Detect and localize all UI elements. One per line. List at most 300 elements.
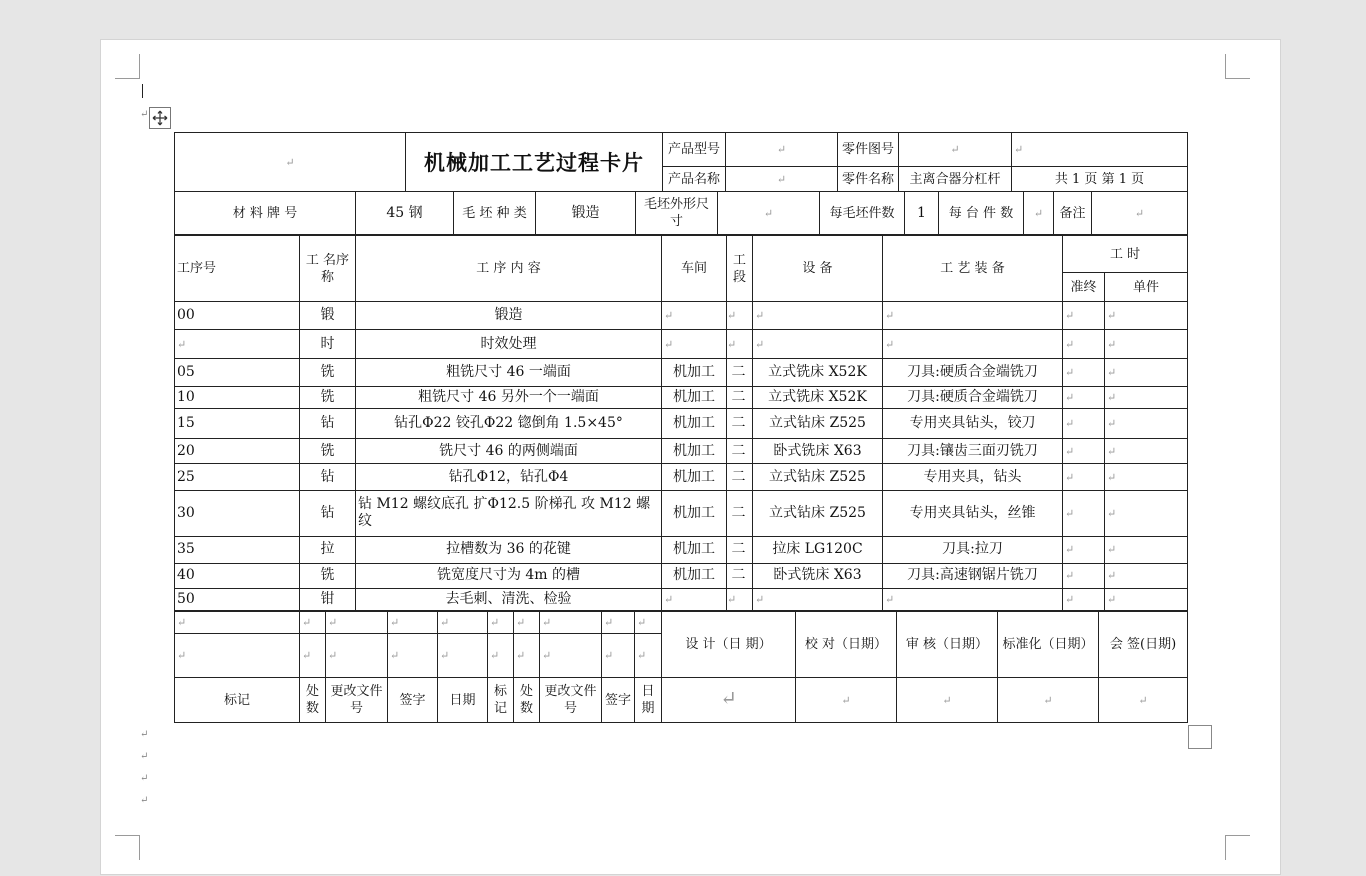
change-doc-label: 更改文件号 xyxy=(326,678,388,723)
op-section-text: ↵ xyxy=(727,337,737,351)
op-equipment[interactable] xyxy=(753,439,883,464)
blank-size-field[interactable]: ↵ xyxy=(718,192,820,235)
op-unit-time[interactable] xyxy=(1105,386,1188,408)
paragraph-mark: ↵ xyxy=(140,795,149,806)
paragraph-mark: ↵ xyxy=(1107,416,1117,430)
paragraph-mark: ↵ xyxy=(1107,506,1117,520)
paragraph-mark: ↵ xyxy=(1065,569,1075,583)
per-unit-label: 每 台 件 数 xyxy=(939,192,1024,235)
op-section-text: 二 xyxy=(731,363,746,380)
op-seq-name[interactable] xyxy=(300,302,356,330)
change-cell[interactable]: ↵ xyxy=(438,612,488,634)
op-tooling[interactable] xyxy=(883,330,1063,358)
paragraph-mark: ↵ xyxy=(1107,470,1117,484)
change-cell[interactable]: ↵ xyxy=(488,612,514,634)
standardize-date-label: 标准化（日期） xyxy=(998,612,1099,678)
material-value[interactable]: 45 钢 xyxy=(356,192,454,235)
col-seq-name: 工 名序 称 xyxy=(300,236,356,302)
per-unit-field[interactable]: ↵ xyxy=(1024,192,1054,235)
op-prep-time[interactable] xyxy=(1063,439,1105,464)
change-cell[interactable]: ↵ xyxy=(488,634,514,678)
op-seq-name[interactable] xyxy=(300,536,356,563)
op-section-text: 二 xyxy=(731,442,746,459)
op-unit-time[interactable] xyxy=(1105,588,1188,610)
op-seq-no[interactable] xyxy=(175,464,300,491)
paragraph-mark: ↵ xyxy=(1065,309,1075,323)
op-section-text: 二 xyxy=(731,414,746,431)
op-content[interactable] xyxy=(356,439,662,464)
paragraph-mark: ↵ xyxy=(1065,592,1075,606)
op-tooling-text: 刀具:拉刀 xyxy=(942,541,1003,558)
operation-row xyxy=(175,386,1188,408)
op-tooling[interactable] xyxy=(883,588,1063,610)
op-equipment-text: 立式钻床 Z525 xyxy=(769,504,866,521)
op-tooling[interactable] xyxy=(883,464,1063,491)
op-seq-no[interactable] xyxy=(175,386,300,408)
op-section[interactable] xyxy=(727,464,753,491)
material-table xyxy=(174,191,1188,235)
op-content-text: 铣尺寸 46 的两侧端面 xyxy=(439,442,578,459)
op-content-text: 锻造 xyxy=(494,307,523,324)
change-cell[interactable]: ↵ xyxy=(540,634,602,678)
op-workshop-text: 机加工 xyxy=(673,363,715,380)
op-seq-name-text: 钳 xyxy=(320,590,335,607)
op-section[interactable] xyxy=(727,536,753,563)
op-tooling-text: 刀具:镶齿三面刃铣刀 xyxy=(907,442,1038,459)
design-date-label: 设 计（日 期） xyxy=(662,612,796,678)
op-content-text: 粗铣尺寸 46 一端面 xyxy=(446,363,571,380)
op-equipment[interactable] xyxy=(753,536,883,563)
operation-row xyxy=(175,330,1188,358)
op-seq-no-text: 05 xyxy=(177,363,195,380)
op-workshop[interactable] xyxy=(662,563,727,588)
change-cell[interactable]: ↵ xyxy=(514,612,540,634)
op-equipment[interactable] xyxy=(753,330,883,358)
part-name-label: 零件名称 xyxy=(838,167,899,192)
op-tooling-text: ↵ xyxy=(885,592,895,606)
page-total-suffix: 页 xyxy=(1084,171,1098,187)
paragraph-mark: ↵ xyxy=(1107,592,1117,606)
op-seq-no-text: 50 xyxy=(177,590,195,607)
paragraph-mark: ↵ xyxy=(1065,390,1075,404)
operation-row xyxy=(175,439,1188,464)
crop-mark-top-left xyxy=(115,54,140,79)
op-seq-no[interactable] xyxy=(175,536,300,563)
signature-label: 签字 xyxy=(602,678,635,723)
op-prep-time[interactable] xyxy=(1063,563,1105,588)
op-equipment[interactable] xyxy=(753,563,883,588)
per-blank-value[interactable]: 1 xyxy=(905,192,939,235)
op-prep-time[interactable] xyxy=(1063,330,1105,358)
op-tooling[interactable] xyxy=(883,563,1063,588)
op-tooling-text: 专用夹具钻头，铰刀 xyxy=(909,414,1036,431)
op-seq-name-text: 时 xyxy=(320,335,335,352)
remarks-field[interactable]: ↵ xyxy=(1092,192,1188,235)
places-label: 处数 xyxy=(300,678,326,723)
op-section[interactable] xyxy=(727,408,753,438)
op-workshop-text: 机加工 xyxy=(673,541,715,558)
paragraph-mark: ↵ xyxy=(1107,337,1117,351)
product-model-label: 产品型号 xyxy=(663,133,726,167)
op-workshop[interactable] xyxy=(662,302,727,330)
op-section-text: 二 xyxy=(731,541,746,558)
paragraph-mark: ↵ xyxy=(1065,365,1075,379)
change-cell[interactable]: ↵ xyxy=(602,612,635,634)
op-content[interactable] xyxy=(356,302,662,330)
change-cell[interactable]: ↵ xyxy=(175,612,300,634)
card-title: 机械加工工艺过程卡片 xyxy=(406,133,663,192)
op-workshop-text: ↵ xyxy=(664,592,674,606)
op-seq-name-text: 钻 xyxy=(320,504,335,521)
change-cell[interactable]: ↵ xyxy=(326,612,388,634)
col-equipment: 设 备 xyxy=(753,236,883,302)
text-cursor xyxy=(142,84,143,98)
op-seq-name[interactable] xyxy=(300,358,356,386)
header-blank-field[interactable]: ↵ xyxy=(1012,133,1188,167)
operation-row xyxy=(175,491,1188,536)
op-tooling[interactable] xyxy=(883,358,1063,386)
paragraph-mark: ↵ xyxy=(1065,444,1075,458)
paragraph-mark: ↵ xyxy=(1107,444,1117,458)
change-cell[interactable]: ↵ xyxy=(540,612,602,634)
material-label: 材 料 牌 号 xyxy=(175,192,356,235)
page-num-suffix: 页 xyxy=(1131,171,1145,187)
op-tooling-text: 刀具:硬质合金端铣刀 xyxy=(907,363,1038,380)
op-workshop-text: ↵ xyxy=(664,309,674,323)
op-section[interactable] xyxy=(727,439,753,464)
op-section[interactable] xyxy=(727,358,753,386)
op-content[interactable] xyxy=(356,588,662,610)
page-num-prefix: 第 xyxy=(1101,171,1115,187)
op-content[interactable] xyxy=(356,563,662,588)
part-name-value[interactable]: 主离合器分杠杆 xyxy=(899,167,1012,192)
op-equipment[interactable] xyxy=(753,491,883,536)
change-cell[interactable]: ↵ xyxy=(388,612,438,634)
op-tooling[interactable] xyxy=(883,491,1063,536)
op-seq-no-text: 00 xyxy=(177,307,195,324)
op-unit-time[interactable] xyxy=(1105,464,1188,491)
op-equipment-text: 卧式铣床 X63 xyxy=(773,567,862,584)
op-tooling[interactable] xyxy=(883,302,1063,330)
table-resize-handle[interactable] xyxy=(1188,725,1212,749)
op-workshop-text: 机加工 xyxy=(673,414,715,431)
op-workshop[interactable] xyxy=(662,588,727,610)
op-equipment[interactable] xyxy=(753,464,883,491)
paragraph-mark: ↵ xyxy=(1065,543,1075,557)
op-seq-name-text: 铣 xyxy=(320,567,335,584)
op-unit-time[interactable] xyxy=(1105,536,1188,563)
change-doc-label: 更改文件号 xyxy=(540,678,602,723)
change-cell[interactable]: ↵ xyxy=(388,634,438,678)
op-section[interactable] xyxy=(727,302,753,330)
date-label: 日期 xyxy=(438,678,488,723)
op-workshop[interactable] xyxy=(662,536,727,563)
change-cell[interactable]: ↵ xyxy=(300,612,326,634)
op-seq-name[interactable] xyxy=(300,563,356,588)
op-content-text: 拉槽数为 36 的花键 xyxy=(446,541,571,558)
standardize-sign-field[interactable]: ↵ xyxy=(998,678,1099,723)
paragraph-mark: ↵ xyxy=(1107,365,1117,379)
paragraph-mark: ↵ xyxy=(1065,416,1075,430)
op-section[interactable] xyxy=(727,563,753,588)
change-cell[interactable]: ↵ xyxy=(602,634,635,678)
op-seq-name-text: 铣 xyxy=(320,363,335,380)
op-equipment[interactable] xyxy=(753,386,883,408)
op-prep-time[interactable] xyxy=(1063,302,1105,330)
paragraph-mark: ↵ xyxy=(1065,470,1075,484)
col-prep: 准终 xyxy=(1063,273,1105,302)
per-blank-label: 每毛坯件数 xyxy=(820,192,905,235)
product-name-field[interactable]: ↵ xyxy=(726,167,838,192)
op-prep-time[interactable] xyxy=(1063,464,1105,491)
op-unit-time[interactable] xyxy=(1105,439,1188,464)
blank-type-value[interactable]: 锻造 xyxy=(536,192,636,235)
page-num[interactable]: 1 xyxy=(1118,171,1127,187)
op-equipment[interactable] xyxy=(753,408,883,438)
op-workshop-text: 机加工 xyxy=(673,504,715,521)
op-unit-time[interactable] xyxy=(1105,563,1188,588)
op-seq-no[interactable] xyxy=(175,302,300,330)
signature-label: 签字 xyxy=(388,678,438,723)
op-content[interactable] xyxy=(356,408,662,438)
op-seq-no[interactable] xyxy=(175,491,300,536)
op-seq-no[interactable] xyxy=(175,358,300,386)
op-content-text: 钻 M12 螺纹底孔 扩Φ12.5 阶梯孔 攻 M12 螺纹 xyxy=(358,496,651,530)
op-tooling-text: ↵ xyxy=(885,309,895,323)
op-seq-name[interactable] xyxy=(300,386,356,408)
paragraph-mark: ↵ xyxy=(1065,506,1075,520)
op-section-text: ↵ xyxy=(727,309,737,323)
part-drawing-field[interactable]: ↵ xyxy=(899,133,1012,167)
op-tooling[interactable] xyxy=(883,408,1063,438)
op-tooling[interactable] xyxy=(883,536,1063,563)
op-section-text: ↵ xyxy=(727,592,737,606)
op-section[interactable] xyxy=(727,386,753,408)
blank-type-label: 毛 坯 种 类 xyxy=(454,192,536,235)
op-tooling-text: 刀具:高速钢锯片铣刀 xyxy=(907,567,1038,584)
op-seq-no[interactable] xyxy=(175,563,300,588)
change-cell[interactable]: ↵ xyxy=(300,634,326,678)
op-unit-time[interactable] xyxy=(1105,491,1188,536)
page-total[interactable]: 1 xyxy=(1071,171,1081,187)
paragraph-mark: ↵ xyxy=(140,729,149,740)
op-content-text: 铣宽度尺寸为 4m 的槽 xyxy=(436,567,581,584)
op-seq-no-text: 25 xyxy=(177,468,195,485)
product-model-field[interactable]: ↵ xyxy=(726,133,838,167)
change-cell[interactable]: ↵ xyxy=(438,634,488,678)
review-sign-field[interactable]: ↵ xyxy=(897,678,998,723)
op-equipment-text: 拉床 LG120C xyxy=(772,541,863,558)
op-tooling-text: 刀具:硬质合金端铣刀 xyxy=(907,388,1038,405)
op-equipment[interactable] xyxy=(753,588,883,610)
crop-mark-bottom-left xyxy=(115,835,140,860)
operations-table xyxy=(174,235,1188,611)
op-prep-time[interactable] xyxy=(1063,386,1105,408)
change-cell[interactable]: ↵ xyxy=(635,612,662,634)
op-prep-time[interactable] xyxy=(1063,491,1105,536)
paragraph-mark: ↵ xyxy=(140,109,149,120)
blank-size-label: 毛坯外形尺寸 xyxy=(636,192,718,235)
op-seq-name-text: 拉 xyxy=(320,541,335,558)
paragraph-mark: ↵ xyxy=(140,773,149,784)
mark-label: 标记 xyxy=(175,678,300,723)
paragraph-mark: ↵ xyxy=(1065,337,1075,351)
op-workshop[interactable] xyxy=(662,439,727,464)
op-workshop[interactable] xyxy=(662,408,727,438)
op-seq-name[interactable] xyxy=(300,439,356,464)
op-equipment-text: 卧式铣床 X63 xyxy=(773,442,862,459)
op-seq-name[interactable] xyxy=(300,408,356,438)
countersign-sign-field[interactable]: ↵ xyxy=(1099,678,1188,723)
op-section-text: 二 xyxy=(731,504,746,521)
move-arrows-icon xyxy=(152,110,168,126)
op-unit-time[interactable] xyxy=(1105,408,1188,438)
op-prep-time[interactable] xyxy=(1063,588,1105,610)
op-workshop[interactable] xyxy=(662,330,727,358)
op-equipment-text: ↵ xyxy=(755,592,765,606)
op-section-text: 二 xyxy=(731,468,746,485)
op-prep-time[interactable] xyxy=(1063,536,1105,563)
op-seq-no-text: 30 xyxy=(177,504,195,521)
change-cell[interactable]: ↵ xyxy=(175,634,300,678)
op-tooling[interactable] xyxy=(883,386,1063,408)
product-name-label: 产品名称 xyxy=(663,167,726,192)
header-table xyxy=(174,132,1188,192)
operation-row xyxy=(175,464,1188,491)
op-tooling-text: 专用夹具，钻头 xyxy=(923,468,1022,485)
op-equipment[interactable] xyxy=(753,358,883,386)
col-content: 工 序 内 容 xyxy=(356,236,662,302)
op-content[interactable] xyxy=(356,464,662,491)
op-seq-name[interactable] xyxy=(300,464,356,491)
op-seq-name[interactable] xyxy=(300,491,356,536)
op-equipment-text: 立式钻床 Z525 xyxy=(769,414,866,431)
op-seq-name-text: 锻 xyxy=(320,307,335,324)
op-content-text: 钻孔Φ12，钻孔Φ4 xyxy=(448,468,569,485)
op-section-text: 二 xyxy=(731,567,746,584)
op-prep-time[interactable] xyxy=(1063,358,1105,386)
op-seq-no-text: 10 xyxy=(177,388,195,405)
op-section-text: 二 xyxy=(731,388,746,405)
col-workshop: 车间 xyxy=(662,236,727,302)
op-unit-time[interactable] xyxy=(1105,330,1188,358)
op-equipment-text: ↵ xyxy=(755,309,765,323)
op-equipment-text: ↵ xyxy=(755,337,765,351)
op-workshop[interactable] xyxy=(662,386,727,408)
op-content-text: 粗铣尺寸 46 另外一个一端面 xyxy=(418,388,599,405)
op-seq-no[interactable] xyxy=(175,330,300,358)
countersign-date-label: 会 签(日期) xyxy=(1099,612,1188,678)
op-workshop-text: 机加工 xyxy=(673,468,715,485)
op-tooling-text: 专用夹具钻头，丝锥 xyxy=(909,504,1036,521)
op-workshop-text: 机加工 xyxy=(673,567,715,584)
op-seq-no[interactable] xyxy=(175,588,300,610)
op-content-text: 去毛刺、清洗、检验 xyxy=(445,590,572,607)
op-workshop-text: ↵ xyxy=(664,337,674,351)
op-seq-name[interactable] xyxy=(300,330,356,358)
mark-label: 标记 xyxy=(488,678,514,723)
operation-row xyxy=(175,588,1188,610)
part-drawing-label: 零件图号 xyxy=(838,133,899,167)
op-seq-name[interactable] xyxy=(300,588,356,610)
col-hours: 工 时 xyxy=(1063,236,1188,273)
op-seq-name-text: 铣 xyxy=(320,388,335,405)
col-tooling: 工 艺 装 备 xyxy=(883,236,1063,302)
op-seq-name-text: 钻 xyxy=(320,414,335,431)
operation-row xyxy=(175,302,1188,330)
change-cell[interactable]: ↵ xyxy=(635,634,662,678)
op-tooling[interactable] xyxy=(883,439,1063,464)
footer-table xyxy=(174,611,1188,723)
op-unit-time[interactable] xyxy=(1105,358,1188,386)
op-seq-no[interactable] xyxy=(175,408,300,438)
op-workshop[interactable] xyxy=(662,491,727,536)
op-workshop[interactable] xyxy=(662,464,727,491)
op-equipment-text: 立式铣床 X52K xyxy=(768,363,867,380)
op-workshop-text: 机加工 xyxy=(673,388,715,405)
op-content[interactable] xyxy=(356,491,662,536)
op-seq-name-text: 铣 xyxy=(320,442,335,459)
operation-rows xyxy=(175,302,1188,611)
page-counter xyxy=(1012,167,1188,192)
paragraph-mark: ↵ xyxy=(1107,390,1117,404)
op-prep-time[interactable] xyxy=(1063,408,1105,438)
logo-cell[interactable]: ↵ xyxy=(175,133,406,192)
crop-mark-bottom-right xyxy=(1225,835,1250,860)
proofread-date-label: 校 对（日期） xyxy=(796,612,897,678)
op-seq-no-text: 40 xyxy=(177,567,195,584)
review-date-label: 审 核（日期） xyxy=(897,612,998,678)
operation-row xyxy=(175,536,1188,563)
op-section[interactable] xyxy=(727,330,753,358)
proofread-sign-field[interactable]: ↵ xyxy=(796,678,897,723)
op-workshop[interactable] xyxy=(662,358,727,386)
op-unit-time[interactable] xyxy=(1105,302,1188,330)
design-sign-field[interactable]: ↵ xyxy=(662,678,796,723)
op-content[interactable] xyxy=(356,536,662,563)
op-section[interactable] xyxy=(727,491,753,536)
op-seq-no-text: 35 xyxy=(177,541,195,558)
op-content[interactable] xyxy=(356,330,662,358)
op-equipment-text: 立式铣床 X52K xyxy=(768,388,867,405)
op-content-text: 时效处理 xyxy=(480,335,537,352)
op-content-text: 钻孔Φ22 铰孔Φ22 锪倒角 1.5×45° xyxy=(394,414,623,431)
table-move-handle[interactable] xyxy=(149,107,171,129)
op-seq-name-text: 钻 xyxy=(320,468,335,485)
op-equipment[interactable] xyxy=(753,302,883,330)
op-seq-no[interactable] xyxy=(175,439,300,464)
op-content[interactable] xyxy=(356,386,662,408)
change-cell[interactable]: ↵ xyxy=(326,634,388,678)
operation-row xyxy=(175,358,1188,386)
paragraph-mark: ↵ xyxy=(1107,569,1117,583)
operation-row xyxy=(175,563,1188,588)
op-section[interactable] xyxy=(727,588,753,610)
op-tooling-text: ↵ xyxy=(885,337,895,351)
places-label: 处数 xyxy=(514,678,540,723)
paragraph-mark: ↵ xyxy=(1107,543,1117,557)
col-seq-no: 工序号 xyxy=(175,236,300,302)
crop-mark-top-right xyxy=(1225,54,1250,79)
op-seq-no-text: 20 xyxy=(177,442,195,459)
op-equipment-text: 立式钻床 Z525 xyxy=(769,468,866,485)
op-seq-no-text: 15 xyxy=(177,414,195,431)
paragraph-mark: ↵ xyxy=(1107,309,1117,323)
op-content[interactable] xyxy=(356,358,662,386)
date-label: 日期 xyxy=(635,678,662,723)
remarks-label: 备注 xyxy=(1054,192,1092,235)
change-cell[interactable]: ↵ xyxy=(514,634,540,678)
